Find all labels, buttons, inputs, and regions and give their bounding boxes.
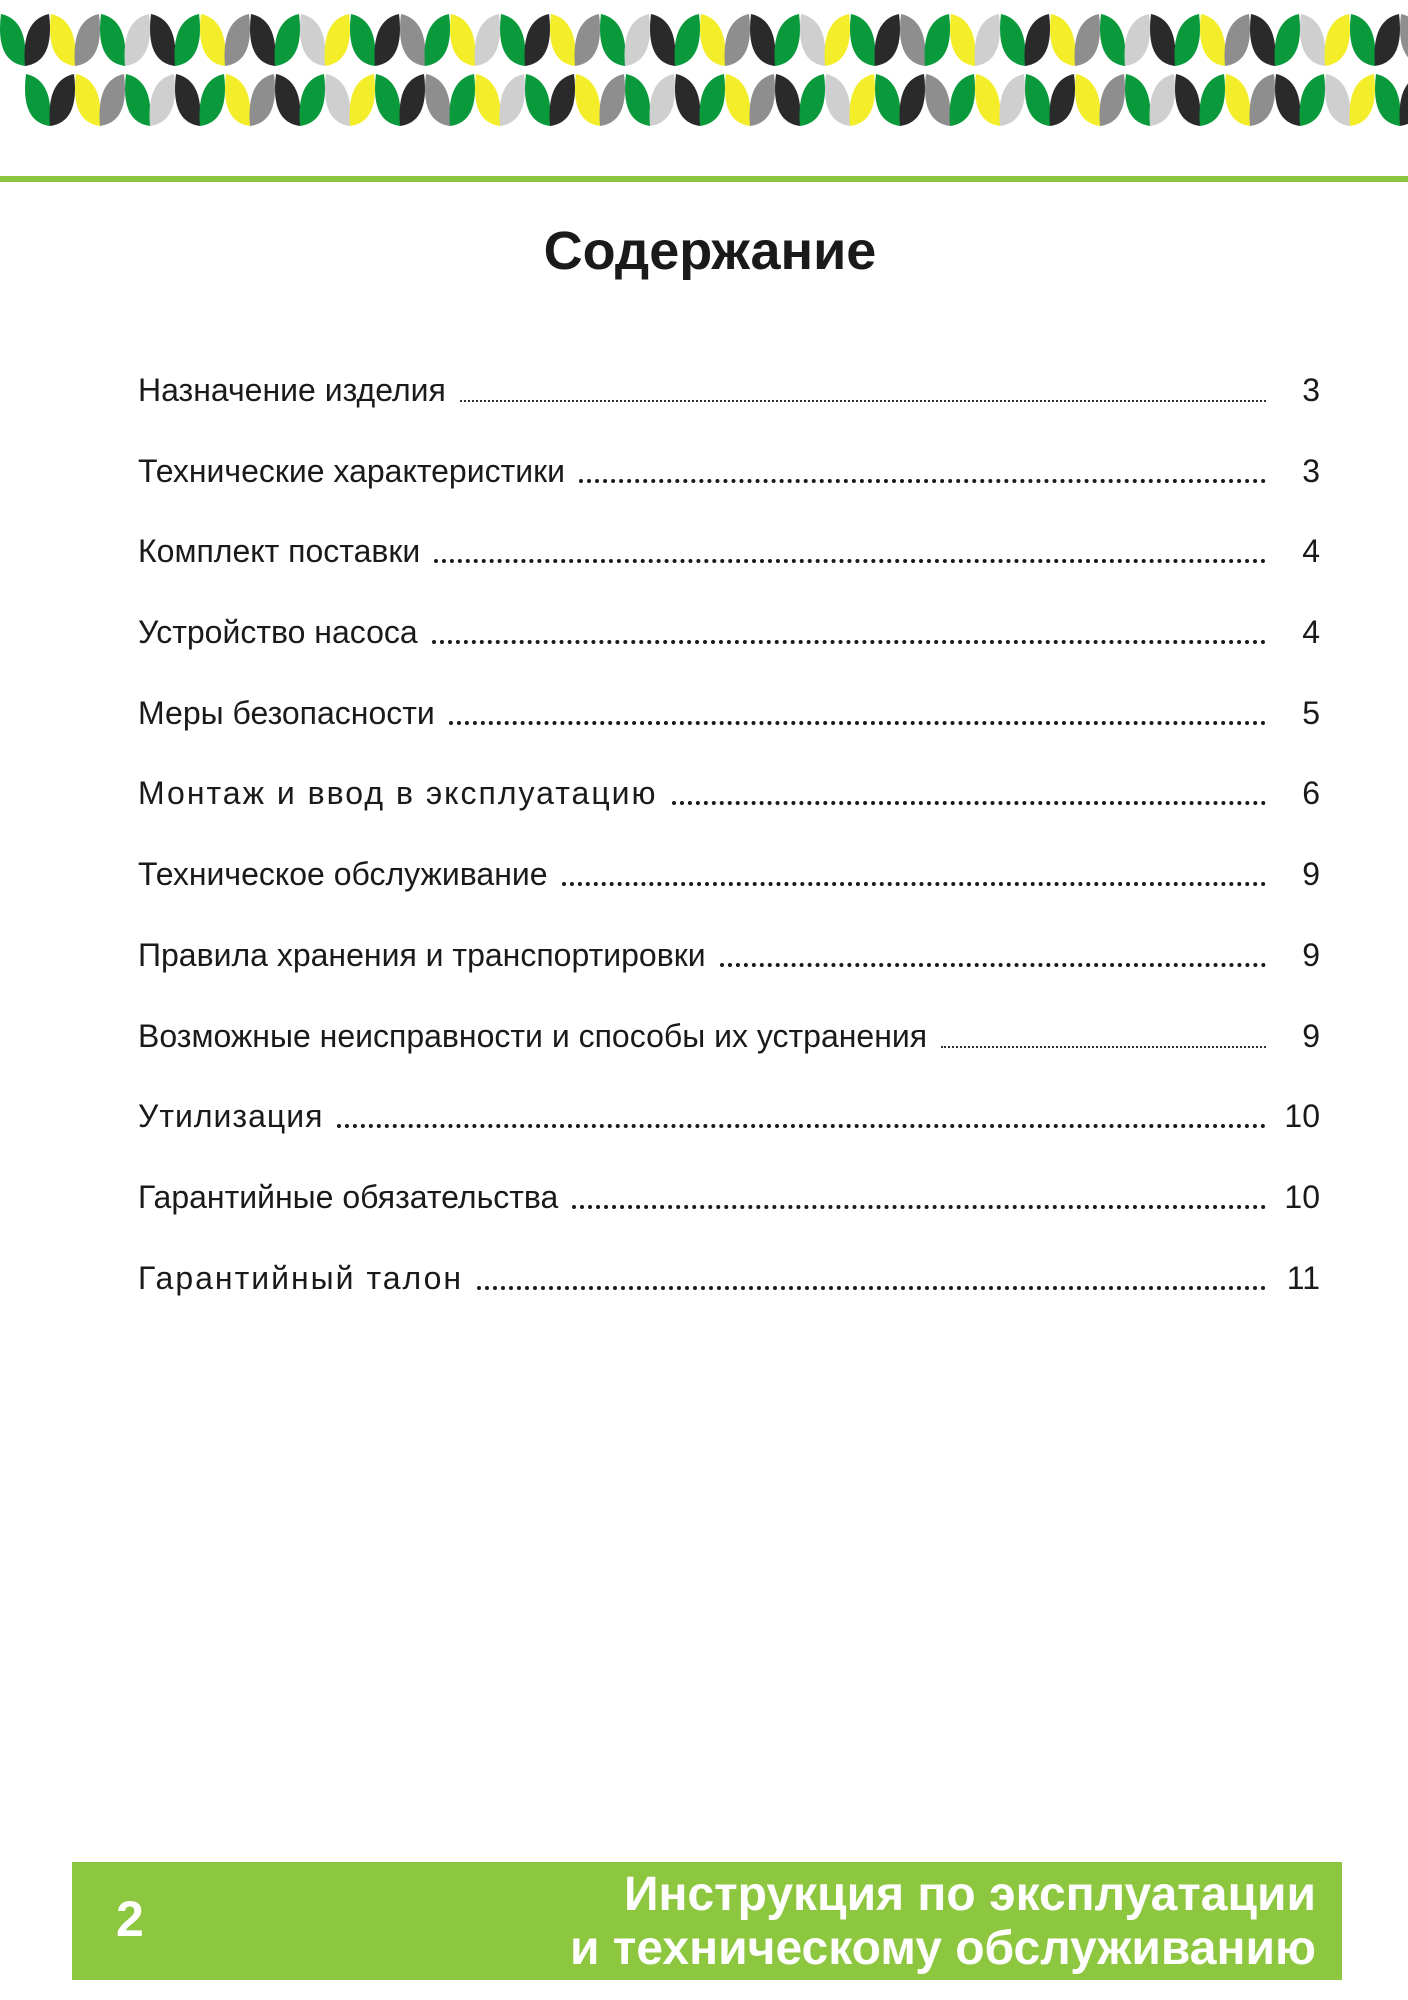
leaf-shape (725, 14, 751, 66)
leaf-shape (1225, 74, 1251, 126)
leaf-shape (600, 74, 626, 126)
leaf-shape (1350, 74, 1376, 126)
leaf-shape (700, 74, 726, 126)
leaf-shape (350, 14, 376, 66)
leaf-shape (475, 74, 501, 126)
leaf-shape (375, 74, 401, 126)
toc-entry-label: Техническое обслуживание (138, 856, 548, 893)
leaf-shape (1400, 74, 1408, 126)
leaf-shape (125, 14, 151, 66)
leaf-shape (425, 74, 451, 126)
toc-entry-page: 9 (1302, 856, 1320, 893)
toc-leader-dots (460, 370, 1266, 410)
toc-entry-label: Гарантийный талон (138, 1259, 464, 1296)
leaf-shape (0, 14, 26, 66)
leaf-shape (50, 14, 76, 66)
leaf-shape (500, 14, 526, 66)
leaf-shape (1125, 14, 1151, 66)
leaf-shape (1100, 14, 1126, 66)
leaf-shape (100, 74, 126, 126)
leaf-shape (875, 14, 901, 66)
leaf-shape (525, 74, 551, 126)
leaf-pattern (0, 0, 1408, 176)
leaf-shape (1000, 14, 1026, 66)
toc-entry-label: Назначение изделия (138, 372, 446, 408)
leaf-shape (725, 74, 751, 126)
leaf-pattern-header (0, 0, 1408, 176)
leaf-shape (850, 14, 876, 66)
toc-leader-dots (449, 693, 1266, 733)
leaf-shape (1300, 14, 1326, 66)
footer-bar (72, 1862, 1342, 1980)
toc-entry-page: 3 (1302, 372, 1320, 408)
toc-entry-label: Устройство насоса (138, 614, 418, 651)
toc-entry-page: 6 (1302, 775, 1320, 812)
leaf-shape (250, 74, 276, 126)
leaf-shape (625, 74, 651, 126)
leaf-shape (975, 14, 1001, 66)
leaf-shape (1325, 74, 1351, 126)
leaf-shape (900, 74, 926, 126)
leaf-shape (1200, 14, 1226, 66)
leaf-shape (650, 74, 676, 126)
leaf-shape (400, 74, 426, 126)
toc-entry-page: 10 (1284, 1098, 1320, 1135)
toc-entry[interactable] (138, 935, 1320, 1016)
footer-title (570, 1868, 1316, 1976)
toc-entry[interactable] (138, 1177, 1320, 1258)
toc-entry[interactable] (138, 854, 1320, 935)
leaf-shape (125, 74, 151, 126)
leaf-shape (1400, 14, 1408, 66)
leaf-shape (1225, 14, 1251, 66)
leaf-shape (150, 14, 176, 66)
toc-entry[interactable] (138, 693, 1320, 774)
leaf-shape (775, 74, 801, 126)
toc-entry[interactable] (138, 612, 1320, 693)
leaf-shape (300, 14, 326, 66)
leaf-shape (950, 14, 976, 66)
footer-title-line: и техническому обслуживанию (570, 1922, 1316, 1975)
leaf-shape (575, 14, 601, 66)
leaf-shape (1175, 74, 1201, 126)
leaf-shape (25, 14, 51, 66)
leaf-shape (550, 14, 576, 66)
toc-leader-dots (572, 1177, 1266, 1217)
leaf-shape (775, 14, 801, 66)
leaf-shape (1025, 14, 1051, 66)
page-number: 2 (116, 1891, 144, 1947)
toc-entry-label: Технические характеристики (138, 452, 565, 489)
toc-leader-dots (434, 531, 1266, 571)
footer-title-line: Инструкция по эксплуатации (623, 1868, 1316, 1921)
leaf-shape (375, 14, 401, 66)
toc-entry[interactable] (138, 1258, 1320, 1339)
leaf-shape (1075, 74, 1101, 126)
toc-entry[interactable] (138, 773, 1320, 854)
toc-entry-label: Утилизация (138, 1098, 324, 1135)
toc-entry-page: 11 (1286, 1259, 1320, 1296)
leaf-shape (925, 14, 951, 66)
leaf-shape (325, 74, 351, 126)
leaf-shape (275, 14, 301, 66)
leaf-shape (75, 74, 101, 126)
table-of-contents (138, 370, 1320, 1338)
toc-leader-dots (432, 612, 1266, 652)
leaf-shape (175, 74, 201, 126)
toc-entry-label: Меры безопасности (138, 694, 435, 731)
leaf-shape (425, 14, 451, 66)
toc-entry-page: 5 (1302, 694, 1320, 731)
leaf-shape (225, 74, 251, 126)
toc-leader-dots (579, 451, 1266, 491)
toc-leader-dots (477, 1258, 1266, 1298)
leaf-shape (950, 74, 976, 126)
leaf-shape (600, 14, 626, 66)
leaf-shape (450, 14, 476, 66)
leaf-shape (1375, 74, 1401, 126)
toc-entry-label: Монтаж и ввод в эксплуатацию (138, 775, 658, 812)
toc-entry[interactable] (138, 451, 1320, 532)
leaf-shape (350, 74, 376, 126)
toc-entry-page: 4 (1302, 614, 1320, 651)
leaf-shape (325, 14, 351, 66)
leaf-shape (475, 14, 501, 66)
toc-leader-dots (562, 854, 1266, 894)
toc-entry-page: 4 (1302, 533, 1320, 570)
leaf-shape (1275, 14, 1301, 66)
leaf-shape (1200, 74, 1226, 126)
toc-entry-label: Гарантийные обязательства (138, 1178, 559, 1215)
leaf-shape (825, 14, 851, 66)
toc-entry-page: 9 (1302, 936, 1320, 973)
leaf-shape (300, 74, 326, 126)
leaf-shape (150, 74, 176, 126)
leaf-shape (675, 14, 701, 66)
leaf-shape (1000, 74, 1026, 126)
leaf-shape (875, 74, 901, 126)
leaf-shape (750, 74, 776, 126)
leaf-shape (25, 74, 51, 126)
leaf-shape (275, 74, 301, 126)
toc-entry-label: Правила хранения и транспортировки (138, 936, 706, 973)
leaf-shape (1325, 14, 1351, 66)
leaf-shape (75, 14, 101, 66)
leaf-shape (900, 14, 926, 66)
toc-leader-dots (941, 1016, 1266, 1056)
leaf-shape (200, 74, 226, 126)
toc-entry-label: Комплект поставки (138, 533, 421, 570)
leaf-shape (50, 74, 76, 126)
leaf-shape (625, 14, 651, 66)
toc-entry[interactable] (138, 1096, 1320, 1177)
leaf-shape (675, 74, 701, 126)
leaf-shape (550, 74, 576, 126)
toc-entry-page: 3 (1302, 452, 1320, 489)
toc-entry-page: 9 (1302, 1017, 1320, 1054)
leaf-shape (525, 14, 551, 66)
leaf-shape (800, 14, 826, 66)
leaf-shape (750, 14, 776, 66)
leaf-shape (575, 74, 601, 126)
toc-leader-dots (720, 935, 1266, 975)
leaf-shape (1025, 74, 1051, 126)
header-divider (0, 176, 1408, 182)
leaf-shape (1100, 74, 1126, 126)
leaf-shape (1125, 74, 1151, 126)
toc-entry[interactable] (138, 531, 1320, 612)
leaf-shape (1275, 74, 1301, 126)
leaf-shape (1050, 14, 1076, 66)
leaf-shape (850, 74, 876, 126)
leaf-shape (175, 14, 201, 66)
leaf-shape (450, 74, 476, 126)
leaf-shape (1075, 14, 1101, 66)
leaf-shape (1300, 74, 1326, 126)
leaf-shape (1375, 14, 1401, 66)
leaf-shape (1050, 74, 1076, 126)
toc-entry[interactable] (138, 1016, 1320, 1097)
leaf-shape (1250, 14, 1276, 66)
leaf-shape (1150, 74, 1176, 126)
leaf-shape (225, 14, 251, 66)
leaf-shape (700, 14, 726, 66)
leaf-shape (200, 14, 226, 66)
toc-entry-page: 10 (1284, 1178, 1320, 1215)
leaf-shape (1150, 14, 1176, 66)
leaf-shape (925, 74, 951, 126)
leaf-shape (250, 14, 276, 66)
leaf-shape (100, 14, 126, 66)
leaf-shape (650, 14, 676, 66)
leaf-shape (1350, 14, 1376, 66)
leaf-shape (800, 74, 826, 126)
leaf-shape (975, 74, 1001, 126)
leaf-shape (1250, 74, 1276, 126)
leaf-shape (825, 74, 851, 126)
toc-entry-label: Возможные неисправности и способы их устранения (138, 1017, 928, 1054)
toc-entry[interactable] (138, 370, 1320, 451)
leaf-shape (400, 14, 426, 66)
toc-leader-dots (672, 773, 1266, 813)
page-title: Содержание (543, 221, 877, 281)
leaf-shape (500, 74, 526, 126)
leaf-shape (1175, 14, 1201, 66)
toc-leader-dots (337, 1096, 1266, 1136)
